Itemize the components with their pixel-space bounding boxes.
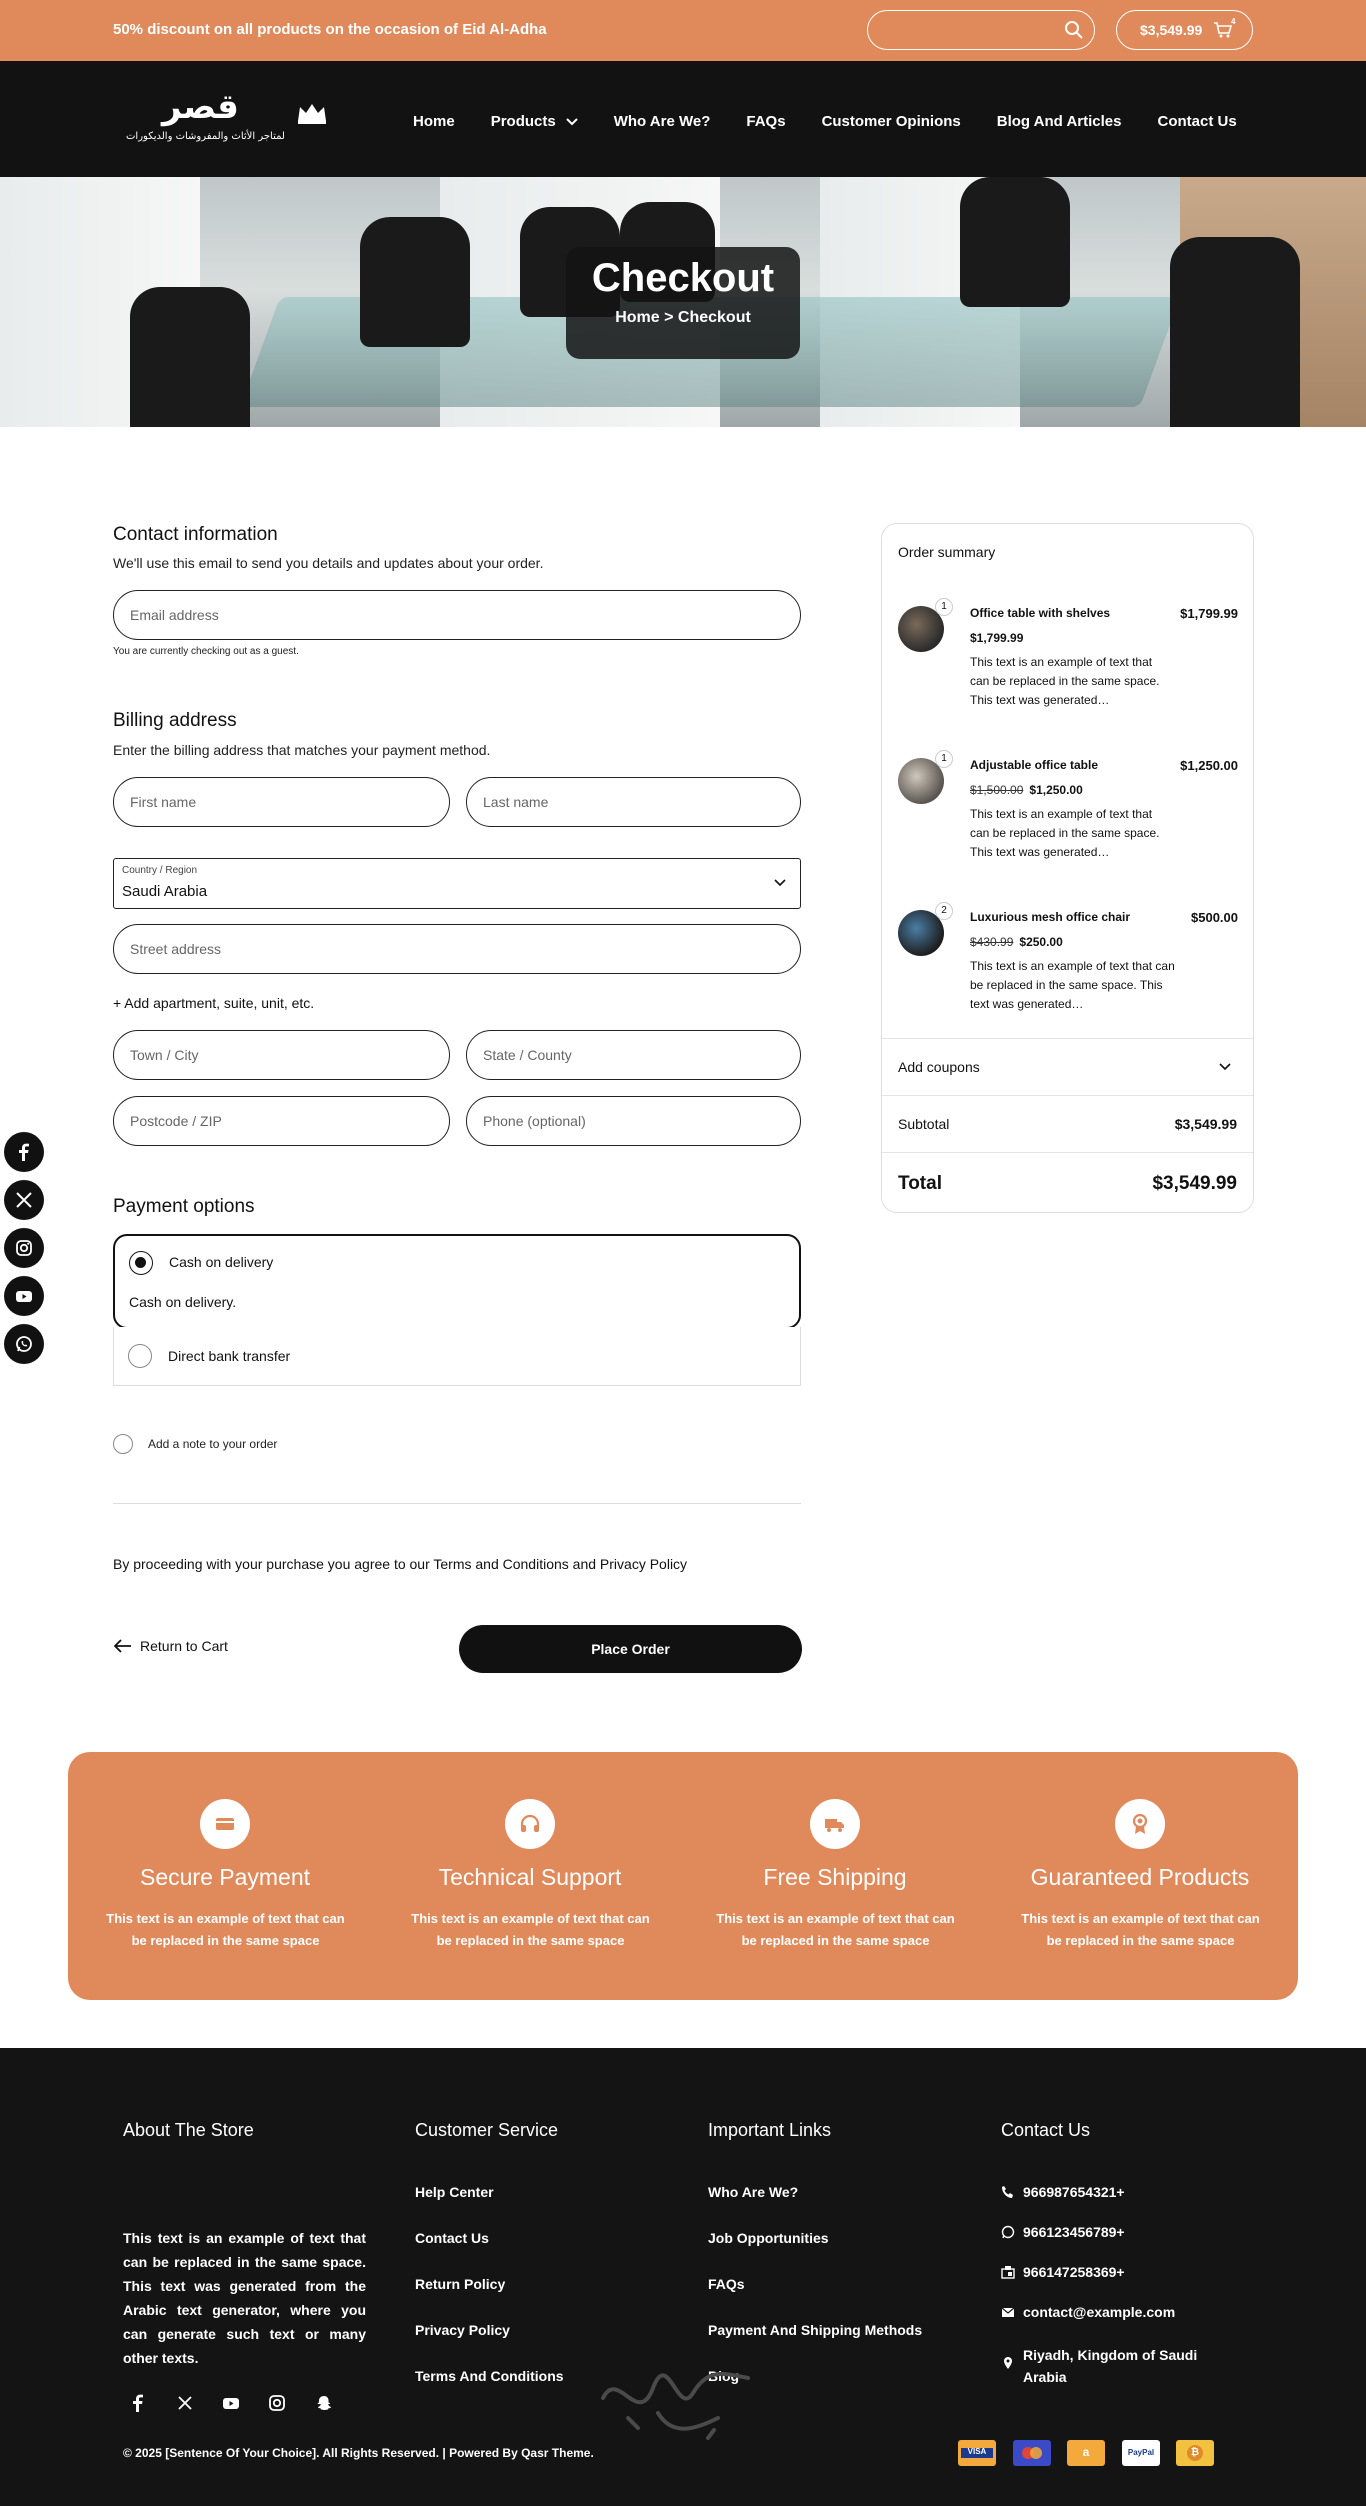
nav-blog[interactable]: Blog And Articles (996, 113, 1122, 130)
nav-products[interactable] (491, 113, 578, 130)
whatsapp-value: 966123456789+ (1023, 2224, 1125, 2240)
promo-bar (0, 0, 1366, 61)
cod-radio[interactable] (129, 1251, 153, 1275)
facebook-link[interactable] (4, 1132, 44, 1172)
footer-link[interactable]: Terms And Conditions (415, 2368, 564, 2384)
footer-phone[interactable] (1001, 2184, 1125, 2200)
feature-title: Free Shipping (763, 1864, 907, 1890)
footer-link[interactable]: Job Opportunities (708, 2230, 829, 2246)
subtotal-label: Subtotal (898, 1116, 950, 1132)
quantity-badge: 1 (935, 598, 953, 616)
unit-price: $1,799.99 (970, 631, 1024, 645)
feature-icon-circle (810, 1799, 860, 1849)
nav-contact[interactable]: Contact Us (1157, 113, 1237, 130)
award-icon (1129, 1813, 1151, 1835)
bank-radio[interactable] (128, 1344, 152, 1368)
summary-item (898, 905, 1238, 1030)
nav-faqs[interactable]: FAQs (746, 113, 786, 130)
footer-link[interactable]: Blog (708, 2368, 740, 2384)
last-name-placeholder: Last name (483, 794, 549, 810)
feature-text: This text is an example of text that can be replaced in the same space (1021, 1911, 1260, 1948)
coupons-toggle[interactable] (882, 1038, 1253, 1095)
instagram-icon (15, 1239, 33, 1257)
envelope-icon (1001, 2305, 1015, 2319)
sale-price: $250.00 (1019, 935, 1063, 949)
summary-item (898, 601, 1238, 726)
unit-price (970, 783, 1083, 797)
logo-title: قصر (162, 87, 239, 127)
email-value: contact@example.com (1023, 2304, 1176, 2320)
feature-text: This text is an example of text that can be replaced in the same space (411, 1911, 650, 1948)
footer-x-link[interactable] (176, 2394, 196, 2414)
city-placeholder: Town / City (130, 1047, 199, 1063)
breadcrumb[interactable]: Home > Checkout (615, 309, 751, 326)
footer-snapchat-link[interactable] (315, 2394, 335, 2414)
coupons-label: Add coupons (898, 1059, 980, 1075)
footer-important-links (708, 2120, 923, 2384)
feature-title: Secure Payment (139, 1864, 311, 1890)
phone-placeholder: Phone (optional) (483, 1113, 586, 1129)
sale-price: $1,250.00 (1029, 783, 1083, 797)
footer-about-text: This text is an example of text that can be replaced in the same space. This text was generated from the Arabic text generator, where you can generate such text or many other texts. (123, 2230, 366, 2366)
mastercard-icon (1013, 2440, 1051, 2466)
order-summary-title: Order summary (898, 544, 996, 560)
billing-subtitle: Enter the billing address that matches your payment method. (113, 742, 491, 758)
footer-instagram-link[interactable] (268, 2394, 288, 2414)
product-description: This text is an example of text that can be replaced in the same space. This text was generated… (970, 807, 1160, 859)
old-price: $1,500.00 (970, 783, 1024, 797)
footer-fax[interactable] (1001, 2264, 1125, 2280)
chevron-down-icon (1219, 1063, 1231, 1071)
footer-email[interactable] (1001, 2304, 1175, 2320)
country-value: Saudi Arabia (122, 883, 208, 900)
cart-count-badge: 4 (1231, 17, 1236, 26)
footer-links-title: Important Links (708, 2120, 832, 2140)
cart-icon (1213, 20, 1233, 40)
country-select[interactable] (113, 858, 801, 909)
phone-field[interactable] (466, 1096, 801, 1146)
youtube-icon (15, 1287, 33, 1305)
map-pin-icon (1001, 2356, 1015, 2370)
quantity-badge: 1 (935, 750, 953, 768)
feature-text: This text is an example of text that can be replaced in the same space (716, 1911, 955, 1948)
total-row (882, 1152, 1253, 1212)
product-name: Office table with shelves (970, 606, 1111, 620)
payment-title: Payment options (113, 1196, 255, 1217)
line-price: $1,250.00 (1180, 758, 1238, 773)
promo-text: 50% discount on all products on the occasion of Eid Al-Adha (113, 21, 547, 38)
contact-title: Contact information (113, 524, 278, 545)
add-apartment-link[interactable]: + Add apartment, suite, unit, etc. (113, 995, 315, 1011)
footer-link[interactable]: Contact Us (415, 2230, 489, 2246)
city-field[interactable] (113, 1030, 450, 1080)
footer-youtube-link[interactable] (222, 2394, 242, 2414)
fax-icon (1001, 2265, 1015, 2279)
terms-text: By proceeding with your purchase you agree to our Terms and Conditions and Privacy Policy (113, 1556, 688, 1572)
postcode-placeholder: Postcode / ZIP (130, 1113, 222, 1129)
copyright: © 2025 [Sentence Of Your Choice]. All Rights Reserved. | Powered By Qasr Theme. (123, 2446, 594, 2460)
nav-products-label: Products (490, 113, 556, 130)
state-field[interactable] (466, 1030, 801, 1080)
country-label: Country / Region (122, 865, 198, 876)
store-logo[interactable] (124, 87, 334, 151)
x-icon (15, 1191, 33, 1209)
billing-title: Billing address (113, 710, 237, 731)
total-value: $3,549.99 (1152, 1173, 1237, 1194)
youtube-link[interactable] (4, 1276, 44, 1316)
add-note-checkbox[interactable] (113, 1434, 133, 1454)
headphones-icon (519, 1813, 541, 1835)
divider (113, 1503, 801, 1504)
cod-label: Cash on delivery (169, 1254, 274, 1270)
street-placeholder: Street address (130, 941, 222, 957)
first-name-placeholder: First name (130, 794, 197, 810)
nav-who-are-we[interactable]: Who Are We? (613, 113, 711, 130)
old-price: $430.99 (970, 935, 1014, 949)
last-name-field[interactable] (466, 777, 801, 827)
footer-contact (1001, 2120, 1198, 2385)
fax-value: 966147258369+ (1023, 2264, 1125, 2280)
line-price: $1,799.99 (1180, 606, 1238, 621)
payment-option-bank[interactable] (113, 1327, 801, 1386)
hero-banner (0, 177, 1366, 427)
footer (0, 2048, 1366, 2506)
footer-address (1001, 2344, 1201, 2388)
paypal-icon (1122, 2440, 1160, 2466)
product-name: Adjustable office table (970, 758, 1099, 772)
footer-whatsapp[interactable] (1001, 2224, 1125, 2240)
chevron-down-icon (774, 879, 786, 887)
amazon-pay-icon (1067, 2440, 1105, 2466)
main-nav (0, 61, 1366, 177)
instagram-link[interactable] (4, 1228, 44, 1268)
feature-icon-circle (1115, 1799, 1165, 1849)
state-placeholder: State / County (483, 1047, 572, 1063)
arrow-left-icon (114, 1639, 132, 1653)
feature-icon-circle (505, 1799, 555, 1849)
footer-link[interactable]: Who Are We? (708, 2184, 799, 2200)
product-name: Luxurious mesh office chair (970, 910, 1131, 924)
guest-note: You are currently checking out as a guest. (113, 646, 299, 657)
whatsapp-icon (15, 1335, 33, 1353)
card-icon (214, 1813, 236, 1835)
return-to-cart-link[interactable] (114, 1638, 228, 1654)
bitcoin-icon (1176, 2440, 1214, 2466)
facebook-icon (15, 1143, 33, 1161)
footer-link[interactable]: FAQs (708, 2276, 745, 2292)
visa-icon (958, 2440, 996, 2466)
features-band (68, 1752, 1298, 2000)
footer-about (123, 2120, 366, 2366)
first-name-field[interactable] (113, 777, 450, 827)
email-field[interactable] (113, 590, 801, 640)
signature-watermark (598, 2358, 768, 2448)
x-icon (176, 2394, 194, 2412)
summary-item (898, 753, 1238, 878)
address-value: Riyadh, Kingdom of Saudi Arabia (1023, 2347, 1198, 2385)
subtotal-value: $3,549.99 (1174, 1116, 1237, 1132)
footer-link[interactable]: Privacy Policy (415, 2322, 510, 2338)
postcode-field[interactable] (113, 1096, 450, 1146)
chevron-down-icon (566, 118, 578, 126)
order-summary (881, 523, 1254, 1213)
nav-home[interactable]: Home (413, 113, 455, 130)
footer-facebook-link[interactable] (129, 2394, 149, 2414)
total-label: Total (898, 1173, 942, 1194)
unit-price (970, 935, 1063, 949)
paypal-label: PayPal (1127, 2448, 1155, 2457)
crown-icon (296, 101, 328, 125)
feature-title: Technical Support (438, 1864, 622, 1890)
footer-link[interactable]: Return Policy (415, 2276, 506, 2292)
hero-panel (566, 247, 800, 359)
line-price: $500.00 (1191, 910, 1238, 925)
phone-value: 966987654321+ (1023, 2184, 1125, 2200)
facebook-icon (129, 2394, 147, 2412)
product-description: This text is an example of text that can be replaced in the same space. This text was generated… (970, 655, 1160, 707)
whatsapp-link[interactable] (4, 1324, 44, 1364)
truck-icon (824, 1813, 846, 1835)
place-order-button[interactable]: Place Order (459, 1625, 802, 1673)
email-placeholder: Email address (130, 607, 219, 623)
footer-service-title: Customer Service (415, 2120, 559, 2140)
quantity-badge: 2 (935, 902, 953, 920)
x-link[interactable] (4, 1180, 44, 1220)
return-to-cart-label: Return to Cart (140, 1638, 228, 1654)
feature-title: Guaranteed Products (1030, 1864, 1250, 1890)
street-field[interactable] (113, 924, 801, 974)
subtotal-row (882, 1095, 1253, 1152)
visa-label: VISA (967, 2447, 987, 2456)
footer-about-title: About The Store (123, 2120, 254, 2140)
bitcoin-label: ₿ (1190, 2447, 1200, 2458)
contact-subtitle: We'll use this email to send you details and updates about your order. (113, 555, 544, 571)
logo-tagline: لمتاجر الأثاث والمفروشات والديكورات (126, 131, 285, 142)
phone-icon (1001, 2185, 1015, 2199)
product-description: This text is an example of text that can be replaced in the same space. This text was generated… (970, 959, 1175, 1011)
youtube-icon (222, 2394, 240, 2412)
search-input[interactable] (867, 10, 1095, 50)
payment-option-cod[interactable] (113, 1234, 801, 1329)
page-title: Checkout (591, 256, 775, 300)
nav-customer-opinions[interactable]: Customer Opinions (821, 113, 961, 130)
amazon-label: a (1082, 2445, 1090, 2459)
footer-contact-title: Contact Us (1001, 2120, 1091, 2140)
cart-total: $3,549.99 (1140, 22, 1203, 38)
snapchat-icon (315, 2394, 333, 2412)
footer-customer-service (415, 2120, 564, 2384)
bank-label: Direct bank transfer (168, 1348, 291, 1364)
cart-button[interactable] (1116, 10, 1253, 50)
feature-text: This text is an example of text that can be replaced in the same space (106, 1911, 345, 1948)
search-icon[interactable] (1064, 20, 1084, 40)
footer-link[interactable]: Payment And Shipping Methods (708, 2322, 923, 2338)
whatsapp-icon (1001, 2225, 1015, 2239)
footer-link[interactable]: Help Center (415, 2184, 494, 2200)
feature-icon-circle (200, 1799, 250, 1849)
add-note-label[interactable]: Add a note to your order (148, 1437, 278, 1451)
instagram-icon (268, 2394, 286, 2412)
cod-description: Cash on delivery. (129, 1294, 237, 1310)
